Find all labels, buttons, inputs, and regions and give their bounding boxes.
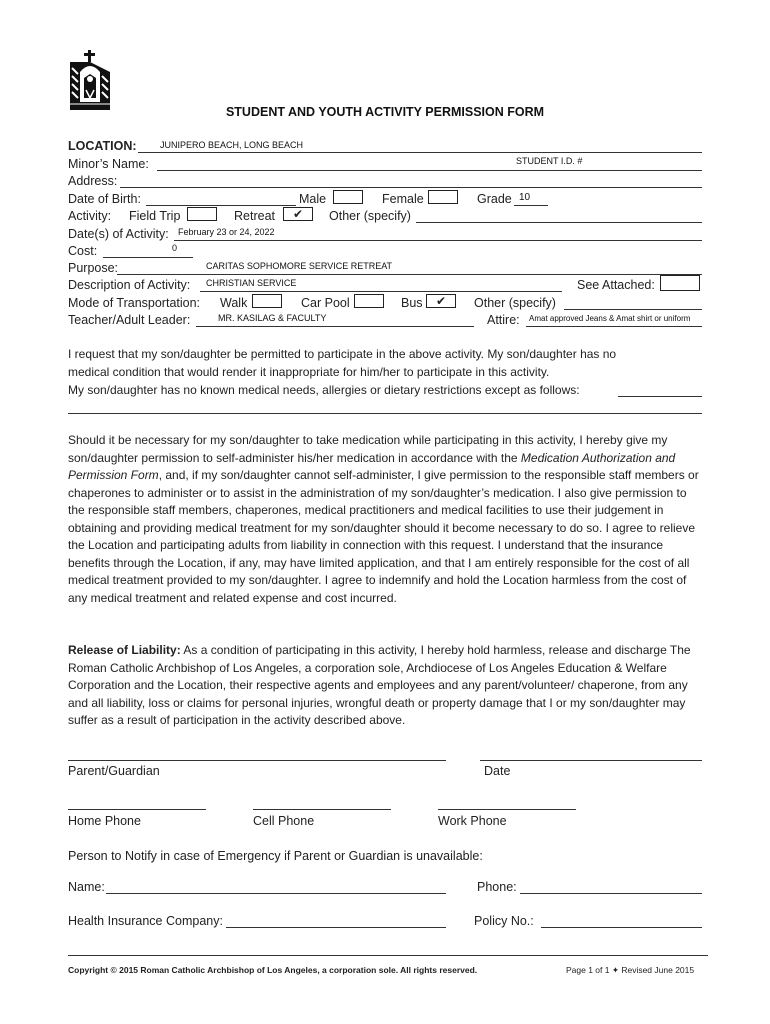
medication-text-a: Should it be necessary for my son/daughter to take medication while participating in this activity, I hereby give my son/daughter permission to self-administer his/her medication in accordance with the <box>68 433 668 465</box>
leader-value: MR. KASILAG & FACULTY <box>218 313 327 323</box>
bus-checkbox[interactable]: ✔ <box>426 294 456 308</box>
location-line[interactable] <box>138 152 702 153</box>
dob-line[interactable] <box>146 205 296 206</box>
emergency-phone-line[interactable] <box>520 893 702 894</box>
purpose-label: Purpose: <box>68 261 119 275</box>
medication-paragraph <box>68 432 702 607</box>
description-value: CHRISTIAN SERVICE <box>206 278 297 288</box>
cell-phone-line[interactable] <box>253 809 391 810</box>
medical-needs-line-1[interactable] <box>618 396 702 397</box>
male-label: Male <box>299 192 327 206</box>
dob-label: Date of Birth: <box>68 192 141 206</box>
medication-form-title: Medication Authorization and Permission Form <box>68 450 676 482</box>
home-phone-line[interactable] <box>68 809 206 810</box>
attire-line[interactable] <box>526 326 702 327</box>
retreat-label: Retreat <box>234 209 275 223</box>
female-label: Female <box>382 192 424 206</box>
minor-name-line[interactable] <box>157 170 702 171</box>
home-phone-label: Home Phone <box>68 814 141 828</box>
address-line[interactable] <box>120 187 702 188</box>
footer-page-info: Page 1 of 1 ✦ Revised June 2015 <box>566 965 695 975</box>
policy-line[interactable] <box>541 927 702 928</box>
other-activity-line[interactable] <box>416 222 702 223</box>
description-label: Description of Activity: <box>68 278 191 292</box>
retreat-checkbox[interactable]: ✔ <box>283 207 313 221</box>
release-heading: Release of Liability: <box>68 643 181 657</box>
work-phone-label: Work Phone <box>438 814 507 828</box>
transport-label: Mode of Transportation: <box>68 296 201 310</box>
cost-line[interactable] <box>103 257 193 258</box>
parent-signature-line[interactable] <box>68 760 446 761</box>
other-transport-line[interactable] <box>564 309 702 310</box>
cell-phone-label: Cell Phone <box>253 814 315 828</box>
male-checkbox[interactable] <box>333 190 363 204</box>
release-text: As a condition of participating in this activity, I hereby hold harmless, release and discharge The Roman Catholic Archbishop of Los Angeles, a corporation sole, Archdiocese of Los Angeles Education & Welfare Corporation and the Location, their respective agents and employees and any parent/volunteer/ chaperone, from any and all liability, loss or claims for personal injuries, wrongful death or property damage that I or my son/daughter may suffer as a result of participation in the activity described above. <box>68 643 691 727</box>
walk-checkbox[interactable] <box>252 294 282 308</box>
request-line-1: I request that my son/daughter be permitted to participate in the above activity. My son/daughter has no <box>68 347 617 361</box>
date-label: Date <box>484 764 511 778</box>
other-activity-label: Other (specify) <box>329 209 411 223</box>
emergency-name-label: Name: <box>68 880 105 894</box>
purpose-value: CARITAS SOPHOMORE SERVICE RETREAT <box>206 261 393 271</box>
carpool-checkbox[interactable] <box>354 294 384 308</box>
emergency-label: Person to Notify in case of Emergency if Parent or Guardian is unavailable: <box>68 849 483 863</box>
work-phone-line[interactable] <box>438 809 576 810</box>
dates-label: Date(s) of Activity: <box>68 227 169 241</box>
description-line[interactable] <box>200 291 562 292</box>
field-trip-checkbox[interactable] <box>187 207 217 221</box>
leader-label: Teacher/Adult Leader: <box>68 313 191 327</box>
footer-rule <box>68 955 708 956</box>
other-transport-label: Other (specify) <box>474 296 556 310</box>
purpose-line[interactable] <box>117 274 702 275</box>
grade-label: Grade <box>477 192 512 206</box>
location-label: LOCATION: <box>68 139 137 153</box>
dates-value: February 23 or 24, 2022 <box>178 227 275 237</box>
cost-label: Cost: <box>68 244 98 258</box>
leader-line[interactable] <box>196 326 474 327</box>
date-line[interactable] <box>480 760 702 761</box>
request-line-2: medical condition that would render it inappropriate for him/her to participate in this activity. <box>68 365 550 379</box>
female-checkbox[interactable] <box>428 190 458 204</box>
address-label: Address: <box>68 174 118 188</box>
carpool-label: Car Pool <box>301 296 350 310</box>
release-paragraph <box>68 642 702 730</box>
see-attached-label: See Attached: <box>577 278 655 292</box>
footer-copyright: Copyright © 2015 Roman Catholic Archbishop of Los Angeles, a corporation sole. All rights reserved. <box>68 965 478 975</box>
parent-guardian-label: Parent/Guardian <box>68 764 160 778</box>
walk-label: Walk <box>220 296 248 310</box>
archdiocese-seal-icon <box>66 48 114 112</box>
field-trip-label: Field Trip <box>129 209 181 223</box>
grade-value: 10 <box>519 192 531 203</box>
medication-text-b: , and, if my son/daughter cannot self-administer, I give permission to the responsible staff members or chaperones to administer or to assist in the administration of my son/daughter’s medication. I also give permission to the responsible staff members, chaperones, medical practitioners and medical facilities to use their judgement in obtaining and providing medical treatment for my son/daughter should it become necessary to do so. I agree to relieve the Location and participating adults from liability in connection with this request. I understand that the insurance benefits through the Location, if any, may have limited application, and that I am entirely responsible for the cost of all medical treatment provided to my son/daughter. I agree to indemnify and hold the Location harmless from the cost of any medical treatment and related expense and cost incurred. <box>68 468 699 605</box>
emergency-name-line[interactable] <box>106 893 446 894</box>
bus-label: Bus <box>401 296 423 310</box>
student-id-label: STUDENT I.D. # <box>516 156 583 166</box>
attire-label: Attire: <box>487 313 520 327</box>
dates-line[interactable] <box>174 240 702 241</box>
cost-value: 0 <box>172 243 178 253</box>
insurance-label: Health Insurance Company: <box>68 914 223 928</box>
grade-line[interactable] <box>514 205 548 206</box>
attire-value: Amat approved Jeans & Amat shirt or uniform <box>529 314 691 323</box>
emergency-phone-label: Phone: <box>477 880 517 894</box>
see-attached-checkbox[interactable] <box>660 275 700 291</box>
insurance-line[interactable] <box>226 927 446 928</box>
medical-needs-line-2[interactable] <box>68 413 702 414</box>
location-value: JUNIPERO BEACH, LONG BEACH <box>160 140 304 150</box>
activity-label: Activity: <box>68 209 112 223</box>
policy-label: Policy No.: <box>474 914 534 928</box>
request-line-3: My son/daughter has no known medical needs, allergies or dietary restrictions except as follows: <box>68 383 580 397</box>
minor-name-label: Minor’s Name: <box>68 157 149 171</box>
form-title: STUDENT AND YOUTH ACTIVITY PERMISSION FORM <box>225 105 545 119</box>
